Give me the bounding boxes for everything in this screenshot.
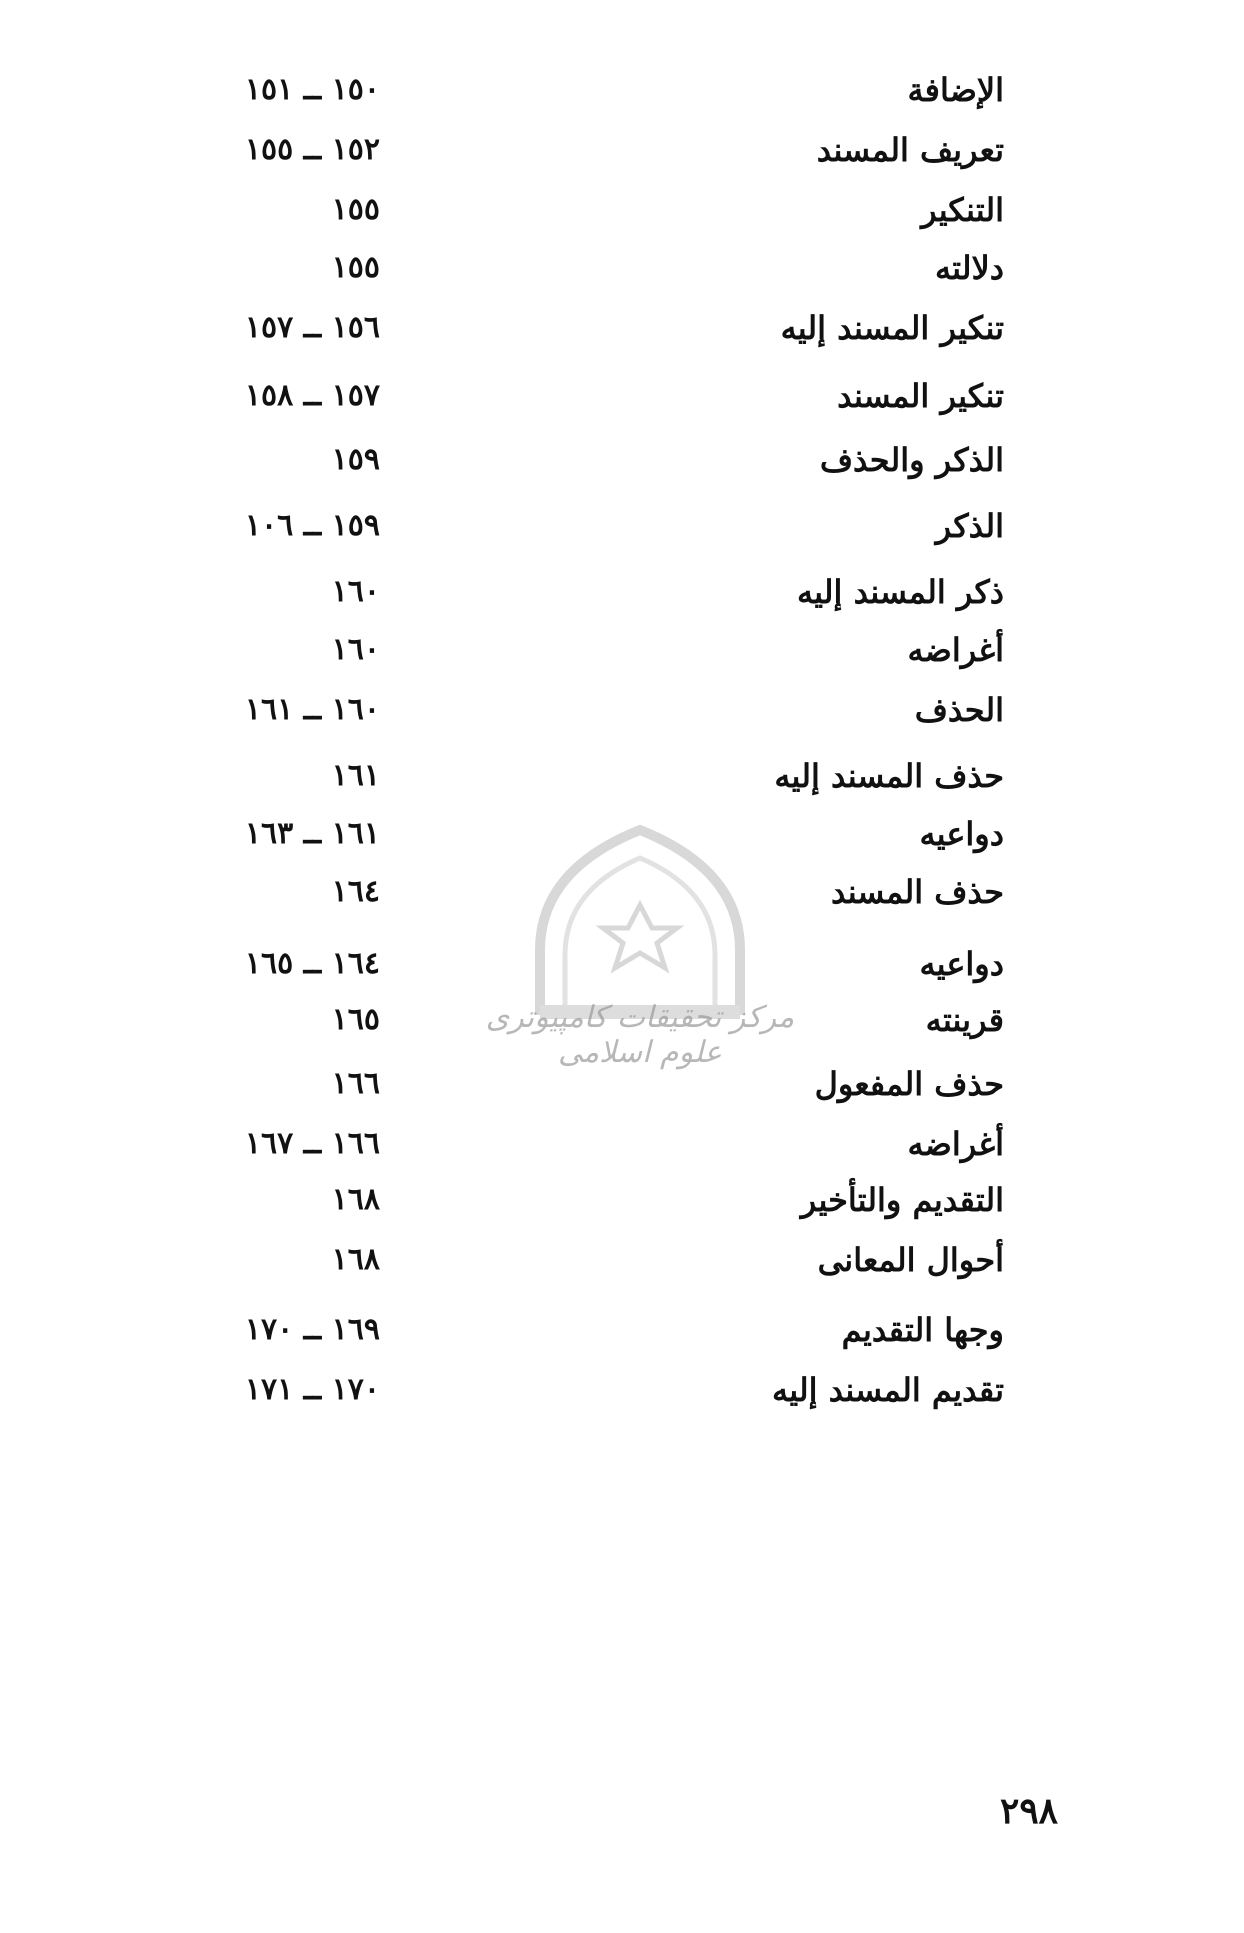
index-entry [0,300,1244,360]
entry-title: تعريف المسند [816,131,1004,169]
index-entry [0,936,1244,996]
entry-title: قرينته [925,1001,1004,1039]
entry-pages: ١٥٩ [331,442,380,477]
entry-pages: ١٦٥ [331,1002,380,1037]
index-entry [0,682,1244,742]
index-entry [0,1302,1244,1362]
watermark-text: مرکز تحقیقات کامپیوتری علوم اسلامی [485,1000,795,1070]
index-entry [0,1056,1244,1116]
index-entry [0,1232,1244,1292]
index-entry [0,432,1244,492]
entry-title: حذف المسند إليه [774,757,1004,795]
entry-pages: ١٦٤ ــ ١٦٥ [244,946,380,981]
entry-title: ذكر المسند إليه [796,573,1004,611]
entry-pages: ١٥٥ [331,192,380,227]
entry-pages: ١٦٠ [331,574,380,609]
index-entry [0,864,1244,924]
entry-pages: ١٦٦ ــ ١٦٧ [244,1126,380,1161]
entry-title: الحذف [914,691,1004,729]
entry-pages: ١٥٥ [331,250,380,285]
entry-pages: ١٦٠ ــ ١٦١ [244,692,380,727]
entry-title: الذكر والحذف [819,441,1004,479]
entry-pages: ١٦٦ [331,1066,380,1101]
index-entry [0,622,1244,682]
entry-pages: ١٦٩ ــ ١٧٠ [244,1312,380,1347]
entry-title: أحوال المعانى [817,1241,1004,1279]
entry-title: حذف المفعول [814,1065,1004,1103]
entry-pages: ١٦٨ [331,1182,380,1217]
index-entry [0,368,1244,428]
entry-title: تنكير المسند [837,377,1004,415]
index-entry [0,1362,1244,1422]
entry-title: التنكير [921,191,1004,229]
entry-pages: ١٥٦ ــ ١٥٧ [244,310,380,345]
index-entry [0,1172,1244,1232]
entry-title: تنكير المسند إليه [780,309,1004,347]
entry-pages: ١٦٨ [331,1242,380,1277]
entry-title: حذف المسند [830,873,1004,911]
page-number: ٢٩٨ [999,1790,1058,1832]
entry-pages: ١٦٤ [331,874,380,909]
entry-title: وجها التقديم [841,1311,1004,1349]
entry-title: تقديم المسند إليه [772,1371,1004,1409]
index-entry [0,62,1244,122]
index-entry [0,564,1244,624]
index-entry [0,748,1244,808]
entry-title: دواعيه [919,945,1004,983]
entry-pages: ١٦١ [331,758,380,793]
entry-pages: ١٧٠ ــ ١٧١ [244,1372,380,1407]
entry-title: دواعيه [919,815,1004,853]
entry-title: أغراضه [907,631,1004,669]
index-entry [0,806,1244,866]
entry-title: أغراضه [907,1125,1004,1163]
entry-pages: ١٦٠ [331,632,380,667]
index-entry [0,240,1244,300]
entry-pages: ١٥٧ ــ ١٥٨ [244,378,380,413]
entry-pages: ١٦١ ــ ١٦٣ [244,816,380,851]
index-entry [0,122,1244,182]
entry-pages: ١٥٢ ــ ١٥٥ [244,132,380,167]
index-entry [0,1116,1244,1176]
entry-title: الإضافة [907,71,1004,109]
entry-pages: ١٥٠ ــ ١٥١ [244,72,380,107]
index-entry [0,498,1244,558]
entry-title: دلالته [934,249,1004,287]
entry-title: الذكر [935,507,1004,545]
index-entry [0,182,1244,242]
entry-pages: ١٥٩ ــ ١٠٦ [244,508,380,543]
index-entry [0,992,1244,1052]
entry-title: التقديم والتأخير [800,1181,1004,1219]
